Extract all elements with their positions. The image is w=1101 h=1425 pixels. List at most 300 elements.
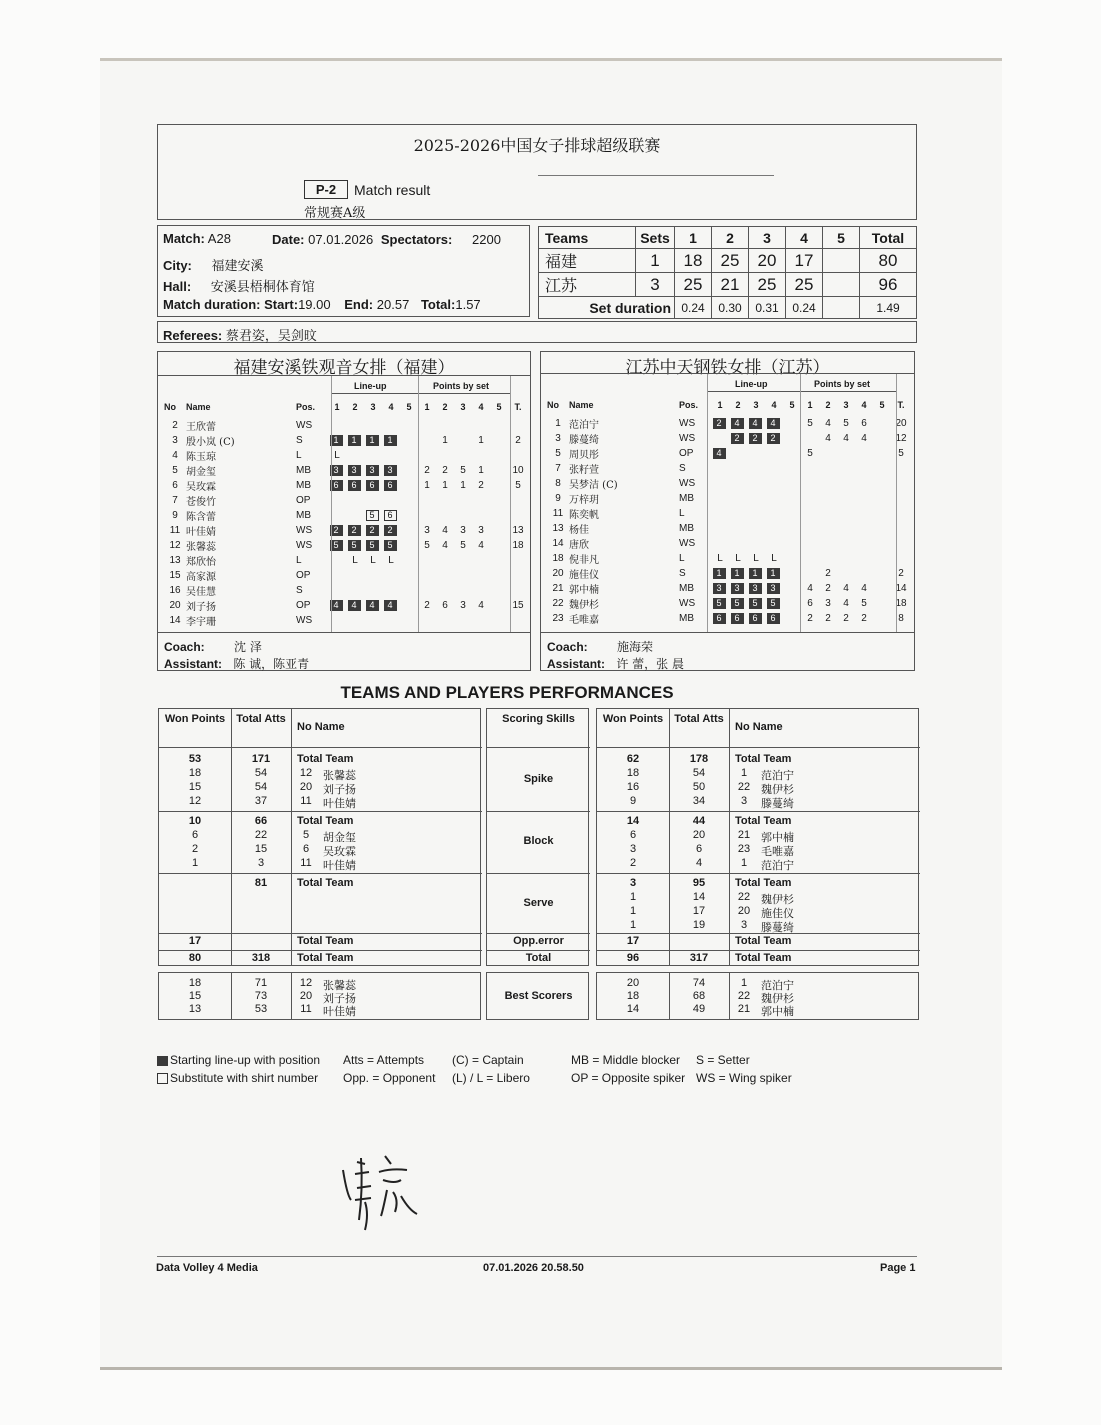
player-name: 范泊宁 <box>761 859 794 872</box>
won-points: 17 <box>626 935 640 947</box>
total-atts: 22 <box>254 829 268 841</box>
lineup-cell <box>711 536 729 551</box>
won-points: 53 <box>188 753 202 765</box>
lineup-cell <box>346 418 364 433</box>
total-points <box>508 493 528 508</box>
won-points: 96 <box>626 952 640 964</box>
player-number: 5 <box>555 448 561 459</box>
lineup-cell <box>783 596 801 611</box>
player-row <box>547 476 911 491</box>
player-name: 毛唯嘉 <box>569 615 599 626</box>
lineup-cell <box>711 611 729 626</box>
home-assistant: 陈 诚，陈亚青 <box>233 657 310 671</box>
set-points <box>436 448 454 463</box>
set-points <box>873 536 891 551</box>
set-points <box>490 613 508 628</box>
header-box <box>157 124 917 220</box>
player-name: 刘子扬 <box>323 783 356 796</box>
set-duration-label: Set duration <box>539 297 675 319</box>
set-points <box>490 553 508 568</box>
set-points <box>873 476 891 491</box>
player-row <box>164 598 528 613</box>
set-points <box>472 583 490 598</box>
set-points <box>454 568 472 583</box>
set-points <box>837 536 855 551</box>
away-roster <box>540 351 915 671</box>
player-position: WS <box>296 420 313 431</box>
match-label: Match: <box>163 231 205 246</box>
won-points: 15 <box>188 781 202 793</box>
legend-captain: (C) = Captain <box>452 1053 524 1067</box>
roster-header-table: No Name Pos. 1 2 3 4 5 1 2 3 4 5 T. <box>164 402 522 413</box>
lineup-cell <box>729 536 747 551</box>
player-number: 3 <box>740 795 748 807</box>
legend-mb: MB = Middle blocker <box>571 1053 681 1067</box>
total-points <box>891 461 911 476</box>
set-points: 2 <box>807 613 813 624</box>
away-assistant-row <box>547 655 684 672</box>
lineup-cell <box>346 613 364 628</box>
hall-value: 安溪县梧桐体育馆 <box>210 280 315 295</box>
player-position: S <box>679 568 686 579</box>
lineup-cell <box>765 566 783 581</box>
player-name: 魏伊杉 <box>569 600 599 611</box>
player-name: 李宇珊 <box>186 617 216 628</box>
lineup-position-badge: 6 <box>767 613 780 624</box>
set-points: 3 <box>424 525 430 536</box>
set-points: 3 <box>825 598 831 609</box>
player-number: 23 <box>737 843 751 855</box>
set-points <box>490 418 508 433</box>
lineup-cell <box>747 416 765 431</box>
total-atts: 20 <box>692 829 706 841</box>
set-points: 4 <box>861 433 867 444</box>
set-points <box>819 506 837 521</box>
player-position: WS <box>679 418 696 429</box>
set-points <box>873 566 891 581</box>
set-points <box>801 476 819 491</box>
player-row <box>547 581 911 596</box>
player-name: 张馨蕊 <box>323 979 356 992</box>
lineup-cell: L <box>370 555 376 566</box>
roster-column-header <box>164 400 528 415</box>
player-name: 苍俊竹 <box>186 497 216 508</box>
set-points: 2 <box>478 480 484 491</box>
lineup-cell <box>783 581 801 596</box>
player-position: MB <box>679 583 694 594</box>
total-atts: 17 <box>692 905 706 917</box>
lineup-cell: L <box>352 555 358 566</box>
lineup-cell <box>711 581 729 596</box>
lineup-cell <box>783 611 801 626</box>
player-row <box>547 611 911 626</box>
lineup-cell <box>711 416 729 431</box>
won-points: 2 <box>191 843 199 855</box>
player-number: 1 <box>740 857 748 869</box>
lineup-cell <box>711 476 729 491</box>
set-points: 2 <box>843 613 849 624</box>
lineup-position-badge: 3 <box>366 465 379 476</box>
lineup-cell <box>729 416 747 431</box>
lineup-cell <box>364 613 382 628</box>
player-position: WS <box>296 540 313 551</box>
player-number: 20 <box>299 781 313 793</box>
no-name-header: No Name <box>297 721 345 733</box>
city-value: 福建安溪 <box>211 259 264 274</box>
set-points: 4 <box>843 598 849 609</box>
set-points: 4 <box>825 433 831 444</box>
won-points: 62 <box>626 753 640 765</box>
total-points <box>891 506 911 521</box>
total-atts: 50 <box>692 781 706 793</box>
legend-s: S = Setter <box>696 1053 750 1067</box>
best-scorers-label-box <box>486 972 589 1020</box>
player-name: 殷小岚 (C) <box>186 437 235 448</box>
player-number: 8 <box>555 478 561 489</box>
legend-libero: (L) / L = Libero <box>452 1071 530 1085</box>
total-atts: 54 <box>692 767 706 779</box>
player-number: 5 <box>302 829 310 841</box>
player-number: 22 <box>552 598 564 609</box>
lineup-cell <box>364 478 382 493</box>
set-points: 5 <box>424 540 430 551</box>
set-points <box>418 418 436 433</box>
referees-label: Referees: <box>163 328 223 343</box>
home-roster <box>157 351 531 671</box>
total-points: 13 <box>512 525 524 536</box>
set-points <box>454 613 472 628</box>
total-team-label: Total Team <box>297 815 354 827</box>
lineup-cell <box>364 463 382 478</box>
lineup-cell <box>400 568 418 583</box>
player-name: 魏伊杉 <box>761 783 794 796</box>
total-atts: 178 <box>689 753 709 765</box>
set-points <box>418 583 436 598</box>
lineup-cell <box>346 463 364 478</box>
won-points-header: Won Points <box>164 713 226 725</box>
match-level: 常规赛A级 <box>304 206 366 221</box>
lineup-cell <box>729 611 747 626</box>
home-coach: 沈 泽 <box>234 640 262 654</box>
lineup-cell <box>346 493 364 508</box>
footer-right: Page 1 <box>880 1262 916 1274</box>
lineup-cell <box>747 596 765 611</box>
player-position: WS <box>296 615 313 626</box>
lineup-cell <box>382 508 400 523</box>
total-atts: 317 <box>689 952 709 964</box>
set-points: 4 <box>861 583 867 594</box>
lineup-position-badge: 1 <box>366 435 379 446</box>
total-points: 8 <box>898 613 904 624</box>
set-points <box>819 461 837 476</box>
duration-row <box>163 297 481 312</box>
total-points <box>891 491 911 506</box>
performance-title: TEAMS AND PLAYERS PERFORMANCES <box>340 683 674 702</box>
set-points: 2 <box>825 568 831 579</box>
lineup-position-badge: 6 <box>384 480 397 491</box>
set-points <box>436 583 454 598</box>
set-points <box>873 596 891 611</box>
player-row <box>547 461 911 476</box>
best-scorers-label: Best Scorers <box>504 990 573 1002</box>
total-points: 20 <box>895 418 907 429</box>
lineup-cell <box>400 538 418 553</box>
handwritten-signature <box>335 1140 435 1240</box>
lineup-cell <box>346 598 364 613</box>
player-row <box>547 536 911 551</box>
legend-starting: Starting line-up with position <box>157 1053 320 1067</box>
lineup-cell <box>765 521 783 536</box>
lineup-position-badge: 4 <box>348 600 361 611</box>
lineup-position-badge: 2 <box>384 525 397 536</box>
lineup-position-badge: 1 <box>713 568 726 579</box>
player-name: 张馨蕊 <box>186 542 216 553</box>
player-number: 21 <box>552 583 564 594</box>
player-row <box>164 508 528 523</box>
set-points <box>472 418 490 433</box>
player-position: MB <box>296 510 311 521</box>
set-points: 1 <box>478 465 484 476</box>
player-name: 高家源 <box>186 572 216 583</box>
no-name-header: No Name <box>735 721 783 733</box>
set-score: 21 <box>712 273 749 297</box>
player-number: 11 <box>169 525 181 536</box>
lineup-position-badge: 4 <box>366 600 379 611</box>
lineup-cell <box>783 416 801 431</box>
lineup-cell <box>747 611 765 626</box>
lineup-cell <box>382 448 400 463</box>
player-number: 11 <box>300 1003 312 1015</box>
player-name: 张籽萱 <box>569 465 599 476</box>
player-number: 7 <box>172 495 178 506</box>
end-value: 20.57 <box>376 297 410 312</box>
total-points: 2 <box>898 568 904 579</box>
player-number: 12 <box>169 540 181 551</box>
away-coach: 施海荣 <box>617 640 654 654</box>
player-number: 13 <box>552 523 564 534</box>
set-points: 5 <box>460 465 466 476</box>
player-number: 1 <box>555 418 561 429</box>
set-points <box>801 461 819 476</box>
set-points: 3 <box>460 525 466 536</box>
lineup-cell <box>765 416 783 431</box>
total-team-label: Total Team <box>735 877 792 889</box>
roster-rows <box>547 416 911 626</box>
set-points <box>855 476 873 491</box>
scoring-skills-column <box>486 708 589 966</box>
skill-spike: Spike <box>523 773 554 785</box>
total-atts: 171 <box>251 753 271 765</box>
lineup-header: Line-up <box>354 381 387 391</box>
lineup-cell <box>711 491 729 506</box>
set-points <box>873 611 891 626</box>
total-team-label: Total Team <box>297 753 354 765</box>
total-points: 18 <box>895 598 907 609</box>
lineup-cell <box>382 463 400 478</box>
lineup-position-badge: 6 <box>384 510 397 521</box>
player-number: 22 <box>737 781 751 793</box>
hall-label: Hall: <box>163 279 192 294</box>
won-points: 17 <box>188 935 202 947</box>
set-duration: 0.30 <box>712 297 749 319</box>
won-points: 1 <box>629 891 637 903</box>
lineup-cell <box>729 461 747 476</box>
total-points <box>891 551 911 566</box>
total-atts: 95 <box>692 877 706 889</box>
set-header-1: 1 <box>675 227 712 249</box>
player-number: 21 <box>737 829 751 841</box>
set-points <box>490 568 508 583</box>
home-player-list <box>164 418 528 628</box>
set-points <box>801 506 819 521</box>
lineup-cell <box>783 491 801 506</box>
away-coach-row <box>547 638 653 655</box>
lineup-cell <box>346 523 364 538</box>
lineup-cell <box>747 581 765 596</box>
total-team-label: Total Team <box>297 935 354 947</box>
total-points <box>508 418 528 433</box>
lineup-cell <box>729 431 747 446</box>
set-points <box>801 566 819 581</box>
lineup-cell <box>747 461 765 476</box>
away-team-name: 江苏中天钢铁女排（江苏） <box>625 358 830 378</box>
total-atts: 54 <box>254 767 268 779</box>
total-header: Total <box>860 227 917 249</box>
set-points <box>418 448 436 463</box>
set-points <box>436 508 454 523</box>
player-number: 16 <box>169 585 181 596</box>
set-score <box>823 249 860 273</box>
lineup-cell <box>765 611 783 626</box>
lineup-cell <box>346 478 364 493</box>
total-atts: 73 <box>254 990 268 1002</box>
legend-opp: Opp. = Opponent <box>343 1071 436 1085</box>
lineup-cell <box>729 566 747 581</box>
total-points <box>891 536 911 551</box>
player-row <box>547 446 911 461</box>
lineup-position-badge: 4 <box>330 600 343 611</box>
player-row <box>164 538 528 553</box>
total-team-label: Total Team <box>735 753 792 765</box>
lineup-position-badge: 1 <box>330 435 343 446</box>
set-points <box>837 476 855 491</box>
set-points <box>418 613 436 628</box>
set-points <box>855 491 873 506</box>
lineup-cell <box>400 433 418 448</box>
set-points <box>490 508 508 523</box>
set-points <box>855 536 873 551</box>
skill-total: Total <box>525 952 552 964</box>
player-number: 22 <box>737 990 751 1002</box>
player-row <box>547 491 911 506</box>
player-position: S <box>296 585 303 596</box>
won-points: 12 <box>188 795 202 807</box>
player-name: 施佳仪 <box>569 570 599 581</box>
lineup-cell <box>400 553 418 568</box>
set-points <box>855 551 873 566</box>
set-points <box>436 613 454 628</box>
lineup-cell <box>382 538 400 553</box>
lineup-cell <box>747 446 765 461</box>
player-row <box>164 583 528 598</box>
player-row <box>547 551 911 566</box>
set-points: 3 <box>478 525 484 536</box>
assistant-label: Assistant: <box>164 657 223 671</box>
lineup-cell <box>711 446 729 461</box>
set-points <box>801 491 819 506</box>
lineup-position-badge: 1 <box>348 435 361 446</box>
player-name: 叶佳婧 <box>323 797 356 810</box>
player-row <box>547 431 911 446</box>
lineup-cell <box>747 506 765 521</box>
set-header-5: 5 <box>823 227 860 249</box>
lineup-cell <box>382 418 400 433</box>
player-name: 刘子扬 <box>323 992 356 1005</box>
set-points <box>418 433 436 448</box>
won-points: 10 <box>188 815 202 827</box>
referees-names: 蔡君姿，吴剑旼 <box>225 329 317 344</box>
lineup-cell <box>400 463 418 478</box>
set-duration: 0.24 <box>675 297 712 319</box>
player-number: 11 <box>552 508 564 519</box>
home-coach-row <box>164 638 262 655</box>
empty-square-icon <box>157 1073 168 1084</box>
player-name: 唐欣 <box>569 540 589 551</box>
lineup-cell <box>711 431 729 446</box>
total-atts: 6 <box>695 843 703 855</box>
total-label: Total: <box>420 297 456 312</box>
player-number: 18 <box>552 553 564 564</box>
total-value: 1.57 <box>455 297 481 312</box>
player-row <box>547 596 911 611</box>
lineup-cell <box>400 583 418 598</box>
page-title: 2025-2026中国女子排球超级联赛 <box>413 136 661 155</box>
player-number: 21 <box>737 1003 751 1015</box>
set-score: 20 <box>749 249 786 273</box>
set-points: 4 <box>843 433 849 444</box>
legend-substitute: Substitute with shirt number <box>157 1071 318 1085</box>
set-points: 1 <box>442 480 448 491</box>
set-points <box>472 613 490 628</box>
set-points <box>873 416 891 431</box>
lineup-position-badge: 2 <box>749 433 762 444</box>
lineup-cell: L <box>717 553 723 564</box>
player-number: 1 <box>740 767 748 779</box>
legend <box>157 1053 917 1093</box>
lineup-position-badge: 5 <box>749 598 762 609</box>
total-atts: 53 <box>254 1003 268 1015</box>
lineup-position-badge: 1 <box>767 568 780 579</box>
player-number: 3 <box>740 919 748 931</box>
lineup-cell <box>747 566 765 581</box>
set-points <box>837 566 855 581</box>
set-points: 6 <box>442 600 448 611</box>
player-number: 6 <box>172 480 178 491</box>
set-points: 4 <box>442 540 448 551</box>
set-points: 1 <box>442 435 448 446</box>
set-points <box>490 523 508 538</box>
lineup-position-badge: 4 <box>749 418 762 429</box>
total-atts: 54 <box>254 781 268 793</box>
date-row <box>272 232 501 247</box>
player-row <box>164 463 528 478</box>
player-position: WS <box>679 598 696 609</box>
legend-atts: Atts = Attempts <box>343 1053 425 1067</box>
player-position: OP <box>296 570 311 581</box>
set-points: 2 <box>424 600 430 611</box>
lineup-cell <box>382 478 400 493</box>
coach-label: Coach: <box>547 640 588 654</box>
